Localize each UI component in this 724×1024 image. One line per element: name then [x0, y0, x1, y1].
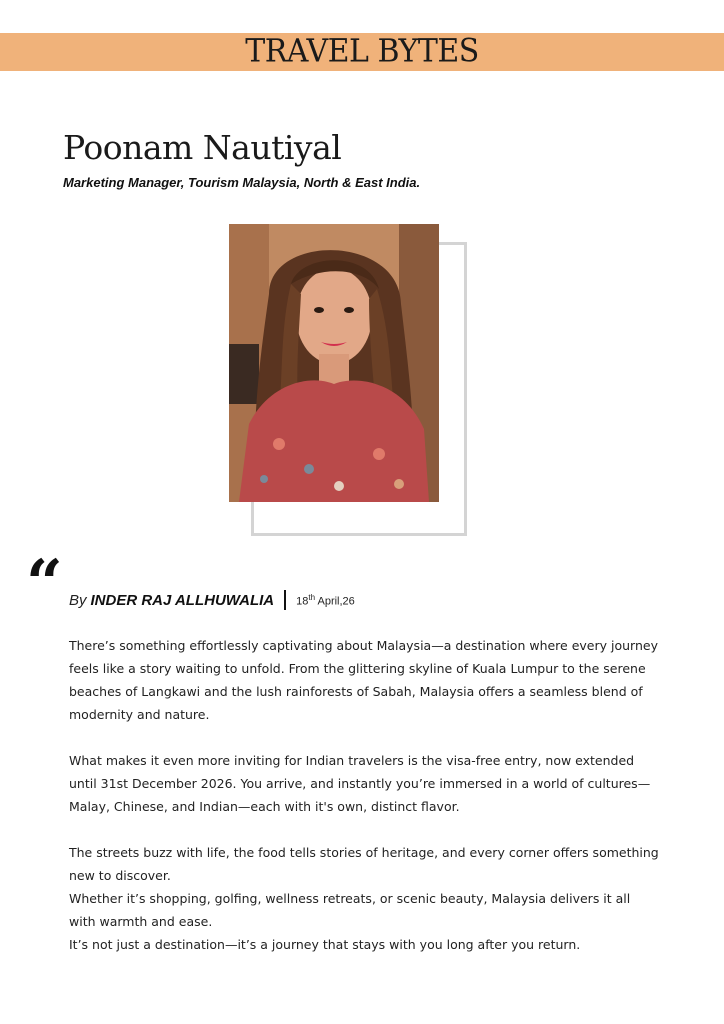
article-paragraph: What makes it even more inviting for Indian travelers is the visa-free entry, now extended until 31st December 2026. You arrive, and instantly you’re immersed in a world of cultures—Malay, Chinese, and Indian—each with it's own, distinct flavor.	[69, 753, 651, 814]
article-paragraph: The streets buzz with life, the food tells stories of heritage, and every corner offers something new to discover.	[69, 845, 659, 883]
byline-divider	[284, 590, 286, 610]
quote-mark-icon: “	[26, 546, 63, 621]
profile-role: Marketing Manager, Tourism Malaysia, North & East India.	[63, 175, 421, 190]
byline-date: 18th April,26	[296, 592, 355, 608]
article-paragraph: There’s something effortlessly captivating about Malaysia—a destination where every journey feels like a story waiting to unfold. From the glittering skyline of Kuala Lumpur to the serene beaches of Langkawi and the lush rainforests of Sabah, Malaysia offers a seamless blend of modernity and nature.	[69, 638, 658, 722]
byline-by: By	[69, 591, 87, 609]
header-banner	[0, 33, 724, 71]
byline	[69, 590, 355, 610]
article-body	[69, 634, 659, 956]
article-paragraph: Whether it’s shopping, golfing, wellness retreats, or scenic beauty, Malaysia delivers it all with warmth and ease.	[69, 891, 631, 929]
byline-author: INDER RAJ ALLHUWALIA	[90, 591, 275, 609]
profile-name: Poonam Nautiyal	[63, 128, 342, 167]
banner-title: TRAVEL BYTES	[245, 33, 479, 70]
article-paragraph: It’s not just a destination—it’s a journey that stays with you long after you return.	[69, 937, 581, 952]
profile-photo	[229, 224, 439, 502]
